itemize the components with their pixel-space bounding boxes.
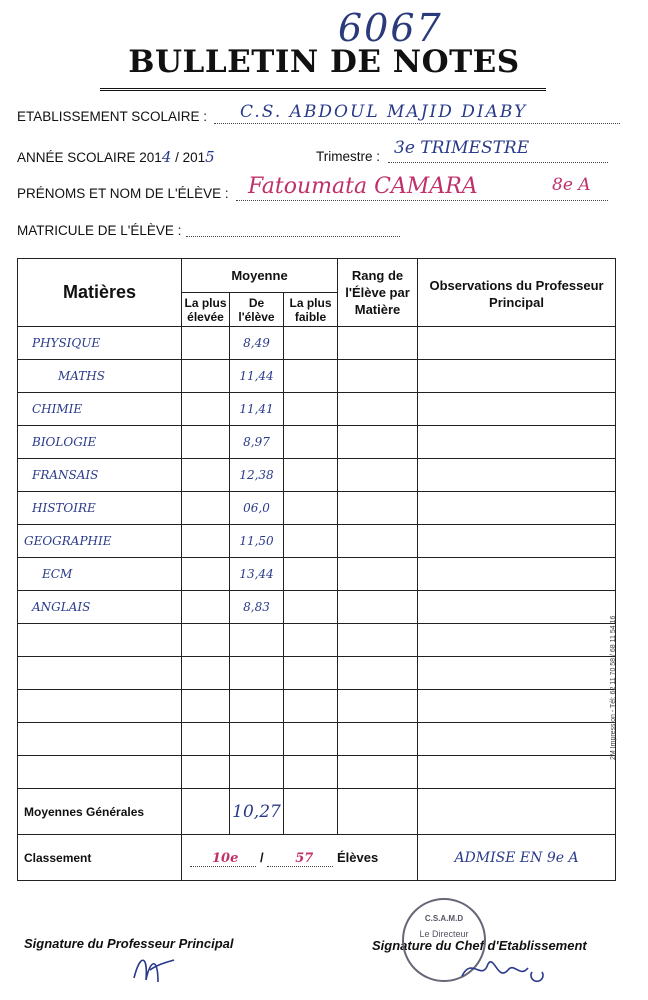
classe-value: 8e A (552, 175, 591, 195)
sig-prof-label: Signature du Professeur Principal (24, 936, 234, 951)
note-cell: 12,38 (230, 459, 284, 492)
stamp-line-2: Le Directeur (419, 929, 469, 939)
eleves-label: Élèves (336, 849, 379, 865)
col-moyenne: Moyenne (182, 259, 338, 293)
table-row (18, 756, 616, 789)
note-cell (230, 756, 284, 789)
note-cell: 8,83 (230, 591, 284, 624)
note-cell (230, 690, 284, 723)
note-cell: 8,97 (230, 426, 284, 459)
page-title: BULLETIN DE NOTES (128, 44, 520, 80)
annee-end-digit: 5 (205, 148, 215, 166)
printer-credit: 2M Impression - Tél: 62 11 70 58 / 68 11 54 16 (610, 615, 617, 760)
note-cell: 8,49 (230, 327, 284, 360)
moyennes-row (18, 789, 616, 835)
eleve-value: Fatoumata CAMARA (248, 174, 478, 199)
subject-cell: GEOGRAPHIE (18, 525, 182, 558)
table-row (18, 360, 616, 393)
matricule-label: MATRICULE DE L'ÉLÈVE : (17, 223, 182, 238)
subject-cell (18, 657, 182, 690)
table-row (18, 558, 616, 591)
title-underline (100, 86, 546, 91)
subject-cell: ANGLAIS (18, 591, 182, 624)
moyennes-label: Moyennes Générales (18, 789, 182, 835)
col-rang: Rang de l'Élève par Matière (338, 259, 418, 327)
classement-label: Classement (18, 835, 182, 881)
col-plus-elevee: La plus élevée (182, 293, 230, 327)
annee-start-digit: 4 (161, 148, 172, 166)
table-row (18, 492, 616, 525)
matricule-line (186, 224, 400, 237)
annee-prefix: ANNÉE SCOLAIRE 201 (17, 150, 162, 165)
subject-cell: PHYSIQUE (18, 327, 182, 360)
col-de-eleve: De l'élève (230, 293, 284, 327)
note-cell (230, 723, 284, 756)
note-cell: 13,44 (230, 558, 284, 591)
eleve-label: PRÉNOMS ET NOM DE L'ÉLÈVE : (17, 186, 229, 201)
classement-rang: 10e (190, 851, 256, 867)
annee-label (17, 148, 215, 166)
sig-chef-label: Signature du Chef d'Etablissement (372, 938, 587, 953)
table-row (18, 459, 616, 492)
note-cell: 11,44 (230, 360, 284, 393)
subject-cell (18, 690, 182, 723)
moyenne-generale: 10,27 (230, 789, 284, 835)
etablissement-value: C.S. ABDOUL MAJID DIABY (240, 102, 528, 122)
note-cell (230, 657, 284, 690)
subject-cell: BIOLOGIE (18, 426, 182, 459)
note-cell (230, 624, 284, 657)
table-row (18, 624, 616, 657)
table-row (18, 657, 616, 690)
subject-cell: ECM (18, 558, 182, 591)
decision-cell: ADMISE EN 9e A (418, 835, 616, 881)
col-observations: Observations du Professeur Principal (418, 259, 616, 327)
col-plus-faible: La plus faible (284, 293, 338, 327)
annee-separator: / 201 (175, 150, 206, 165)
chef-signature (458, 952, 548, 986)
classement-cell (182, 835, 418, 881)
col-matieres: Matières (18, 259, 182, 327)
subject-cell: CHIMIE (18, 393, 182, 426)
note-cell: 06,0 (230, 492, 284, 525)
prof-signature (128, 950, 178, 988)
classement-sep: / (260, 849, 264, 865)
subject-cell (18, 723, 182, 756)
grades-table (17, 258, 616, 881)
table-row (18, 393, 616, 426)
subject-cell (18, 624, 182, 657)
serial-number: 6067 (338, 6, 443, 50)
subject-cell: HISTOIRE (18, 492, 182, 525)
classement-total: 57 (267, 851, 333, 867)
note-cell: 11,50 (230, 525, 284, 558)
table-row (18, 426, 616, 459)
trimestre-value: 3e TRIMESTRE (394, 138, 530, 158)
stamp-line-1: C.S.A.M.D (424, 914, 464, 923)
table-row (18, 591, 616, 624)
etablissement-label: ETABLISSEMENT SCOLAIRE : (17, 109, 208, 124)
table-row (18, 525, 616, 558)
table-row (18, 690, 616, 723)
subject-cell (18, 756, 182, 789)
subject-cell: FRANSAIS (18, 459, 182, 492)
table-row (18, 327, 616, 360)
classement-row (18, 835, 616, 881)
trimestre-label: Trimestre : (316, 149, 380, 164)
note-cell: 11,41 (230, 393, 284, 426)
subject-cell: MATHS (18, 360, 182, 393)
table-row (18, 723, 616, 756)
